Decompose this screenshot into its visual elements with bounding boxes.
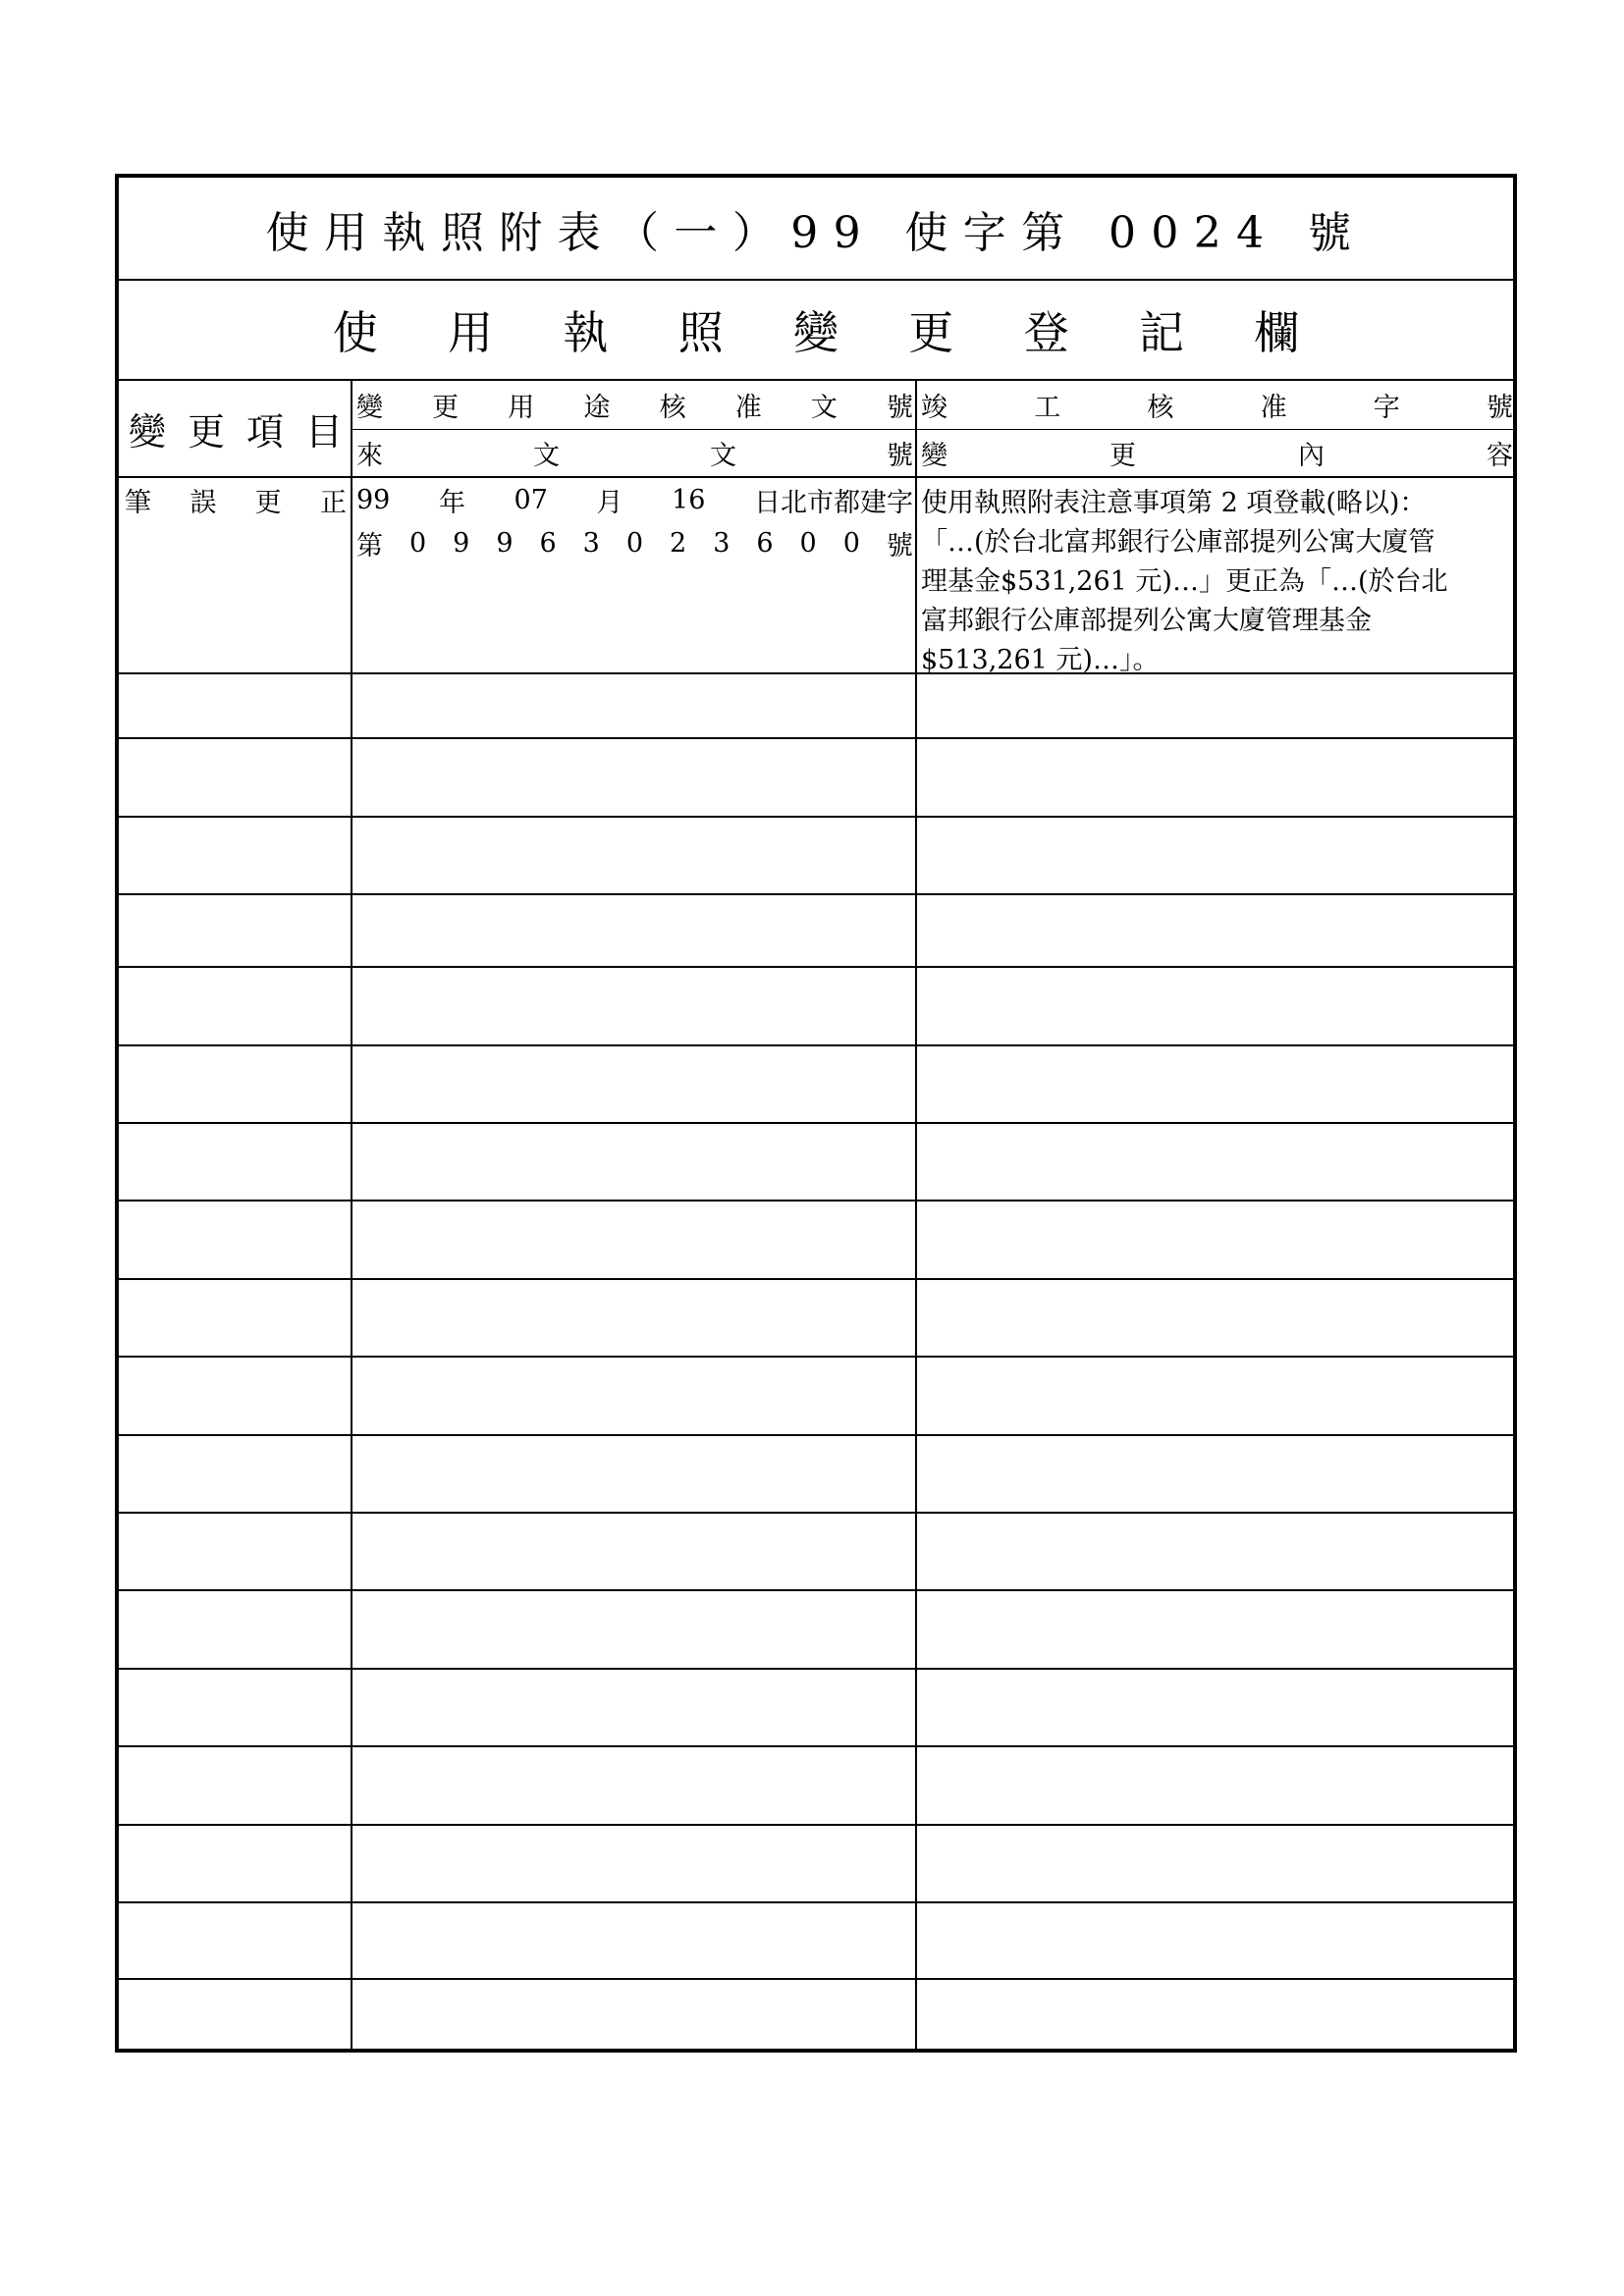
blank-row-divider <box>119 816 1513 818</box>
header-char: 內 <box>1298 441 1325 471</box>
column-header-use-approval <box>352 381 917 430</box>
doc-token: 6 <box>539 527 557 559</box>
blank-row-divider <box>119 1044 1513 1046</box>
column-divider <box>915 381 917 2049</box>
blank-row-divider <box>119 1824 1513 1826</box>
header-char: 號 <box>887 441 913 471</box>
header-char: 號 <box>1486 393 1513 423</box>
doc-token: 6 <box>756 527 774 559</box>
blank-row-divider <box>119 737 1513 739</box>
doc-token: 16 <box>672 484 706 515</box>
entry-change-content <box>917 478 1517 674</box>
header-char: 項 <box>245 410 284 454</box>
header-char: 途 <box>583 393 611 423</box>
header-char: 用 <box>508 393 535 423</box>
entry-char: 正 <box>319 487 347 518</box>
header-char: 來 <box>356 441 383 471</box>
header-char: 更 <box>432 393 460 423</box>
column-header-change-item <box>119 381 352 478</box>
entry-char: 更 <box>254 487 282 518</box>
form-subtitle-row <box>119 281 1513 381</box>
blank-row-divider <box>119 1589 1513 1591</box>
doc-token: 3 <box>713 527 731 559</box>
blank-row-divider <box>119 893 1513 895</box>
entry-doc-line-2 <box>352 521 917 564</box>
entry-char: 筆 <box>125 487 151 518</box>
blank-row-divider <box>119 1901 1513 1903</box>
header-char: 號 <box>886 393 913 423</box>
header-char: 核 <box>659 393 686 423</box>
doc-token: 年 <box>438 487 465 518</box>
doc-token: 月 <box>596 487 623 518</box>
form-title: 使用執照附表（一）99 使字第 0024 號 <box>265 207 1367 258</box>
content-line: 使用執照附表注意事項第 2 項登載(略以)： <box>921 488 1427 518</box>
header-char: 目 <box>304 410 343 454</box>
doc-token: 99 <box>356 484 391 515</box>
blank-row-divider <box>119 1745 1513 1747</box>
header-char: 准 <box>734 393 762 423</box>
doc-token: 9 <box>453 527 470 559</box>
header-char: 字 <box>1373 393 1400 423</box>
blank-row-divider <box>119 1668 1513 1670</box>
header-char: 變 <box>921 441 947 471</box>
header-char: 變 <box>129 410 167 454</box>
column-header-change-content <box>917 430 1517 478</box>
entry-change-item <box>119 478 352 674</box>
header-char: 核 <box>1147 393 1174 423</box>
blank-row-divider <box>119 1200 1513 1201</box>
doc-token: 2 <box>670 527 687 559</box>
header-char: 更 <box>187 410 225 454</box>
doc-token: 9 <box>496 527 514 559</box>
doc-token: 3 <box>582 527 600 559</box>
blank-row-divider <box>119 1278 1513 1280</box>
doc-token: 0 <box>842 527 860 559</box>
entry-char: 誤 <box>189 487 217 518</box>
license-form <box>115 174 1517 2053</box>
form-subtitle: 使用執照變更登記欄 <box>332 306 1370 359</box>
content-line: 理基金$531,261 元)…」更正為「…(於台北 <box>921 566 1448 597</box>
doc-token: 號 <box>886 530 913 561</box>
header-char: 准 <box>1260 393 1287 423</box>
header-char: 文 <box>710 441 736 471</box>
header-char: 變 <box>356 393 383 423</box>
entry-doc-line-1 <box>352 478 917 521</box>
doc-token: 0 <box>625 527 644 559</box>
column-divider <box>351 381 352 2049</box>
column-header-completion-approval <box>917 381 1517 430</box>
content-line: 富邦銀行公庫部提列公寓大廈管理基金 <box>921 606 1372 636</box>
header-char: 文 <box>810 393 838 423</box>
header-char: 工 <box>1034 393 1061 423</box>
doc-token: 日北市都建字 <box>753 487 913 518</box>
blank-row-divider <box>119 1512 1513 1514</box>
blank-row-divider <box>119 1356 1513 1358</box>
doc-token: 第 <box>356 530 383 561</box>
entry-document-number <box>352 478 917 674</box>
header-char: 容 <box>1487 441 1513 471</box>
header-char: 文 <box>533 441 560 471</box>
blank-row-divider <box>119 966 1513 968</box>
doc-token: 0 <box>408 527 427 559</box>
form-title-row <box>119 178 1513 281</box>
header-char: 更 <box>1110 441 1136 471</box>
blank-row-divider <box>119 1978 1513 1980</box>
doc-token: 07 <box>514 484 548 515</box>
blank-row-divider <box>119 1122 1513 1124</box>
content-line: 「…(於台北富邦銀行公庫部提列公寓大廈管 <box>921 527 1435 558</box>
doc-token: 0 <box>799 527 817 559</box>
blank-row-divider <box>119 1434 1513 1436</box>
column-header-source-doc <box>352 430 917 478</box>
header-char: 竣 <box>921 393 947 423</box>
content-line: $513,261 元)…」。 <box>921 645 1160 675</box>
